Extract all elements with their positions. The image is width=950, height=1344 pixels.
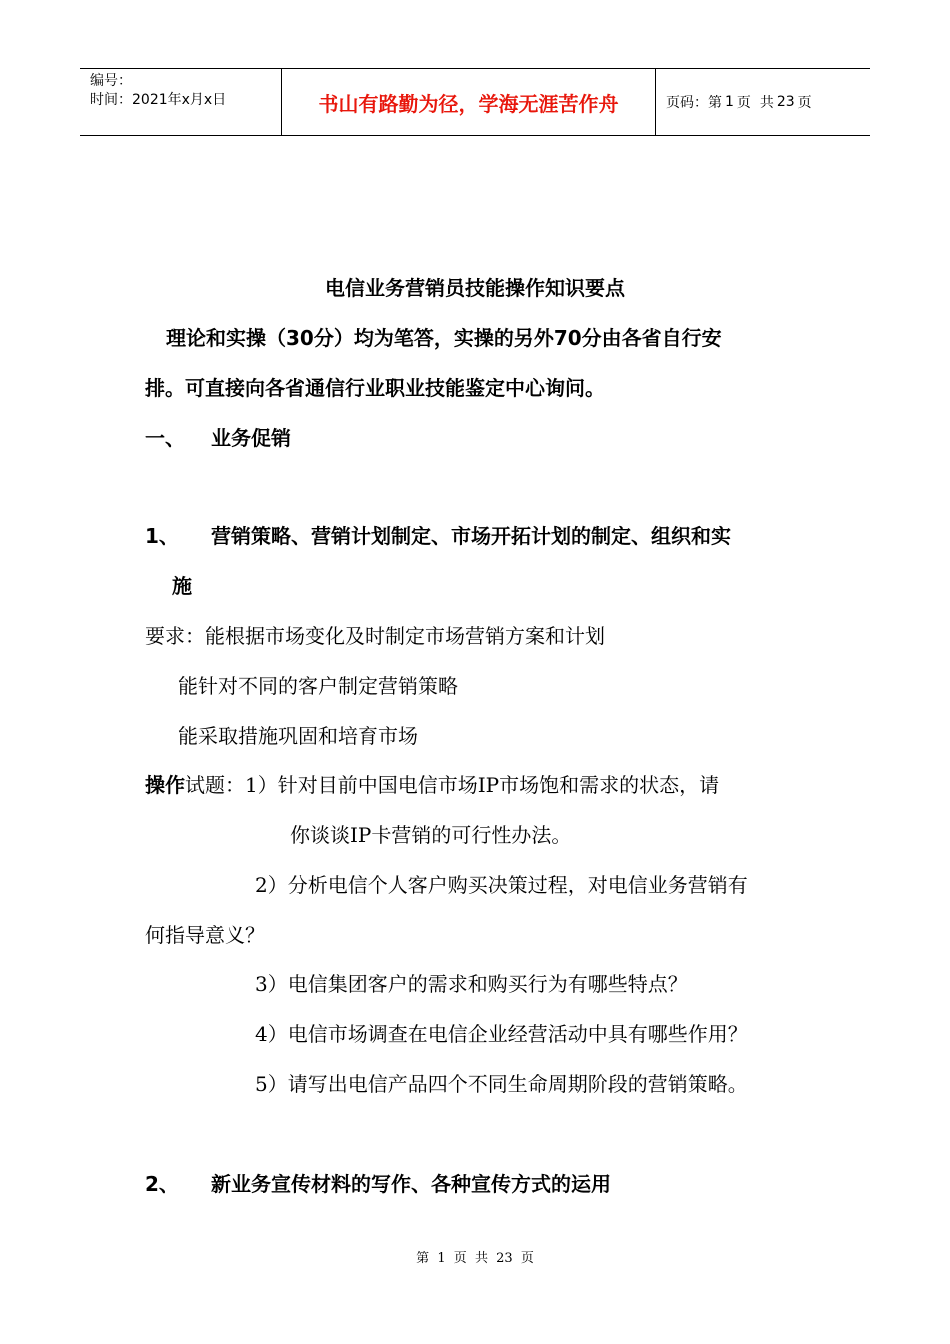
operation-question-1-line-1: [145, 769, 719, 798]
number-label: 编号：: [90, 73, 132, 89]
requirement-line-1: 要求：能根据市场变化及时制定市场营销方案和计划: [145, 624, 605, 648]
requirement-line-2: 能针对不同的客户制定营销策略: [178, 674, 458, 698]
header-page-cell: [656, 69, 870, 135]
operation-question-2-line-2: 何指导意义？: [145, 923, 265, 947]
item-1-title-line-1: 营销策略、营销计划制定、市场开拓计划的制定、组织和实: [211, 524, 731, 548]
motto-text: 书山有路勤为径，学海无涯苦作舟: [318, 91, 619, 116]
operation-question-3: 3）电信集团客户的需求和购买行为有哪些特点？: [255, 972, 688, 996]
page-prefix: 页码：第: [666, 95, 722, 111]
footer-total: 23: [496, 1251, 513, 1266]
page-number: 1: [725, 94, 734, 110]
footer-prefix: 第: [416, 1251, 430, 1266]
footer-page-number: 1: [437, 1251, 446, 1266]
footer-suffix: 页: [520, 1251, 534, 1266]
page-footer: [0, 1247, 950, 1266]
item-1-number: 1、: [145, 524, 179, 548]
header-meta-cell: [80, 69, 282, 135]
header-motto-cell: [282, 69, 656, 135]
document-title: 电信业务营销员技能操作知识要点: [325, 276, 625, 300]
operation-question-1-line-2: 你谈谈IP卡营销的可行性办法。: [290, 823, 572, 847]
operation-question-2-line-1: 2）分析电信个人客户购买决策过程，对电信业务营销有: [255, 873, 748, 897]
page-suffix: 页: [797, 95, 812, 111]
operation-label: 操作: [145, 773, 185, 797]
section-1-title: 业务促销: [211, 426, 291, 450]
page-header: [80, 68, 870, 136]
page-mid: 页 共: [736, 95, 774, 111]
operation-q1-text: 试题：1）针对目前中国电信市场IP市场饱和需求的状态，请: [185, 773, 720, 797]
intro-line-2: 排。可直接向各省通信行业职业技能鉴定中心询问。: [145, 376, 605, 400]
page-total: 23: [776, 94, 795, 110]
operation-question-5: 5）请写出电信产品四个不同生命周期阶段的营销策略。: [255, 1072, 748, 1096]
item-2-number: 2、: [145, 1172, 179, 1196]
intro-line-1: 理论和实操（30分）均为笔答，实操的另外70分由各省自行安: [166, 326, 722, 350]
time-label: 时间：2021年x月x日: [90, 92, 227, 108]
item-1-title-line-2: 施: [172, 574, 192, 598]
operation-question-4: 4）电信市场调查在电信企业经营活动中具有哪些作用？: [255, 1022, 748, 1046]
footer-mid: 页 共: [453, 1251, 488, 1266]
item-2-title: 新业务宣传材料的写作、各种宣传方式的运用: [211, 1172, 611, 1196]
requirement-line-3: 能采取措施巩固和培育市场: [178, 724, 418, 748]
section-1-number: 一、: [145, 426, 185, 450]
